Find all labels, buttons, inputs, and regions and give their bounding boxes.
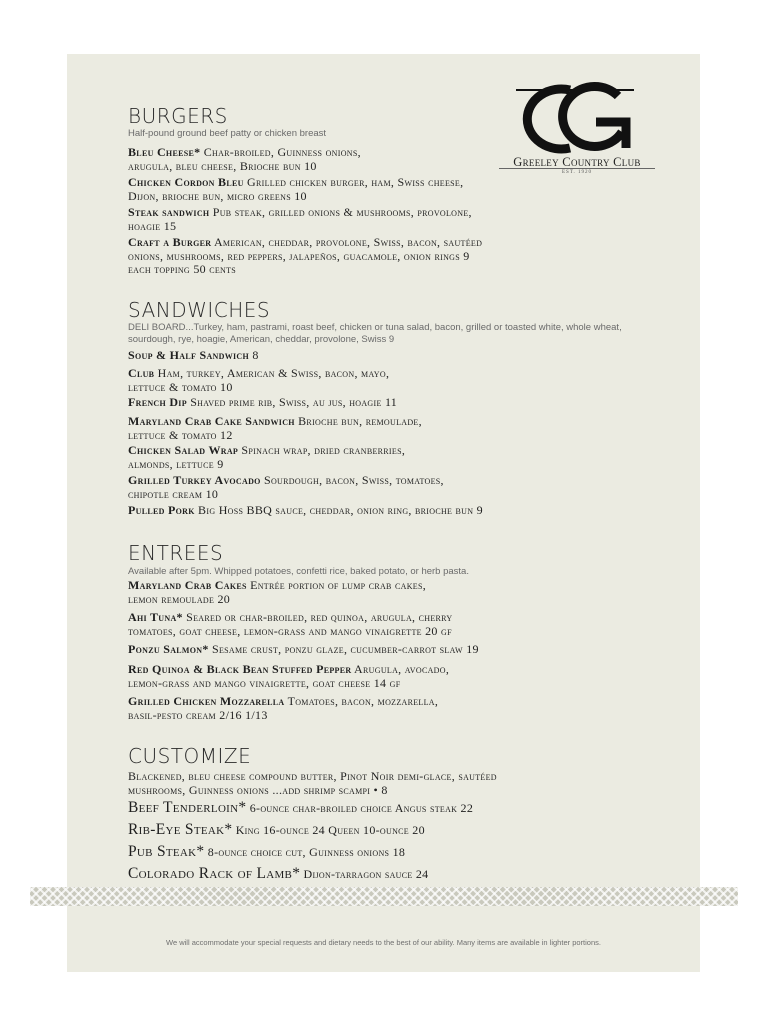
item-description: lemon-grass and mango vinaigrette, goat cheese 14 gf bbox=[128, 675, 401, 690]
item-name: Chicken Cordon Bleu bbox=[128, 175, 244, 189]
customize-intro bbox=[128, 770, 648, 797]
section-title-burgers: BURGERS bbox=[128, 104, 228, 128]
item-description: Pub steak, grilled onions & mushrooms, provolone, bbox=[209, 205, 472, 219]
item-description: Entrée portion of lump crab cakes, bbox=[246, 578, 427, 592]
item-description: lettuce & tomato 12 bbox=[128, 427, 233, 442]
item-description: each topping 50 cents bbox=[128, 262, 237, 276]
section-title-sandwiches: SANDWICHES bbox=[128, 298, 271, 322]
item-name: Grilled Turkey Avocado bbox=[128, 473, 261, 487]
menu-item bbox=[128, 643, 648, 657]
item-description: Big Hoss BBQ sauce, cheddar, onion ring, brioche bun 9 bbox=[194, 503, 483, 517]
item-description: King 16-ounce 24 Queen 10-ounce 20 bbox=[232, 823, 425, 837]
item-description: Tomatoes, bacon, mozzarella, bbox=[284, 694, 439, 708]
item-name: Red Quinoa & Black Bean Stuffed Pepper bbox=[128, 662, 352, 676]
item-description: 8-ounce choice cut, Guinness onions 18 bbox=[204, 845, 406, 859]
item-description: Char-broiled, Guinness onions, bbox=[200, 145, 361, 159]
item-description: Dijon-tarragon sauce 24 bbox=[300, 867, 429, 881]
item-description: arugula, bleu cheese, Brioche bun 10 bbox=[128, 158, 317, 173]
item-description: Arugula, avocado, bbox=[351, 662, 450, 676]
menu-item bbox=[128, 504, 648, 518]
item-name: Craft a Burger bbox=[128, 235, 212, 249]
item-name: Maryland Crab Cakes bbox=[128, 578, 247, 592]
menu-item bbox=[128, 444, 648, 471]
item-description: 8 bbox=[249, 348, 259, 362]
item-description: Ham, turkey, American & Swiss, bacon, mayo, bbox=[154, 366, 390, 380]
item-description: tomatoes, goat cheese, lemon-grass and mango vinaigrette 20 gf bbox=[128, 623, 452, 638]
item-description: onions, mushrooms, red peppers, jalapeños, guacamole, onion rings 9 bbox=[128, 248, 470, 263]
menu-item bbox=[128, 396, 648, 410]
item-name: Pub Steak* bbox=[128, 843, 205, 860]
menu-item bbox=[128, 663, 648, 690]
menu-item bbox=[128, 367, 648, 394]
item-name: Beef Tenderloin* bbox=[128, 799, 247, 816]
footer-note: We will accommodate your special requests and dietary needs to the best of our ability. Many items are available in lighter portions. bbox=[166, 938, 601, 947]
menu-item bbox=[128, 236, 648, 277]
section-title-customize: CUSTOMIZE bbox=[128, 744, 252, 768]
item-description: basil-pesto cream 2/16 1/13 bbox=[128, 707, 268, 722]
item-name: Grilled Chicken Mozzarella bbox=[128, 694, 285, 708]
club-name: Greeley Country Club bbox=[513, 155, 641, 169]
item-description: 6-ounce char-broiled choice Angus steak 22 bbox=[246, 801, 474, 815]
customize-intro-line: mushrooms, Guinness onions ...add shrimp scampi • 8 bbox=[128, 782, 388, 797]
section-note-entrees: Available after 5pm. Whipped potatoes, confetti rice, baked potato, or herb pasta. bbox=[128, 566, 469, 577]
menu-item bbox=[128, 611, 648, 638]
item-description: hoagie 15 bbox=[128, 218, 177, 233]
item-description: Seared or char-broiled, red quinoa, arugula, cherry bbox=[182, 610, 453, 624]
decorative-stripe bbox=[30, 887, 738, 906]
item-description: Shaved prime rib, Swiss, au jus, hoagie 11 bbox=[186, 395, 398, 409]
item-name: Ahi Tuna* bbox=[128, 610, 183, 624]
item-description: Dijon, brioche bun, micro greens 10 bbox=[128, 188, 307, 203]
menu-item bbox=[128, 176, 648, 203]
section-note-burgers: Half-pound ground beef patty or chicken breast bbox=[128, 128, 327, 139]
section-title-entrees: ENTREES bbox=[128, 541, 224, 565]
item-name: Colorado Rack of Lamb* bbox=[128, 865, 301, 882]
customize-intro-line: Blackened, bleu cheese compound butter, Pinot Noir demi-glace, sautéed bbox=[128, 769, 497, 783]
item-description: lemon remoulade 20 bbox=[128, 591, 231, 606]
menu-item bbox=[128, 206, 648, 233]
item-name: Club bbox=[128, 366, 155, 380]
customize-item bbox=[128, 823, 688, 837]
menu-item bbox=[128, 695, 648, 722]
customize-item bbox=[128, 867, 688, 881]
menu-item bbox=[128, 474, 648, 501]
customize-item bbox=[128, 801, 688, 815]
item-name: Maryland Crab Cake Sandwich bbox=[128, 414, 295, 428]
section-note-sandwiches: DELI BOARD...Turkey, ham, pastrami, roast beef, chicken or tuna salad, bacon, grilled or toasted white, whole wheat, sourdough, rye, hoagie, American, cheddar, provolone, Swiss 9 bbox=[128, 322, 622, 345]
item-description: Sourdough, bacon, Swiss, tomatoes, bbox=[260, 473, 444, 487]
item-name: Bleu Cheese* bbox=[128, 145, 201, 159]
item-name: Pulled Pork bbox=[128, 503, 195, 517]
club-established: EST. 1920 bbox=[499, 168, 655, 175]
customize-item bbox=[128, 845, 688, 859]
item-name: Steak sandwich bbox=[128, 205, 210, 219]
item-name: French Dip bbox=[128, 395, 187, 409]
item-description: Sesame crust, ponzu glaze, cucumber-carrot slaw 19 bbox=[208, 642, 479, 656]
item-description: American, cheddar, provolone, Swiss, bacon, sautéed bbox=[211, 235, 483, 249]
menu-item bbox=[128, 349, 648, 363]
item-description: Grilled chicken burger, ham, Swiss cheese, bbox=[243, 175, 464, 189]
item-description: Brioche bun, remoulade, bbox=[294, 414, 422, 428]
item-name: Ponzu Salmon* bbox=[128, 642, 209, 656]
item-description: Spinach wrap, dried cranberries, bbox=[238, 443, 406, 457]
item-description: chipotle cream 10 bbox=[128, 486, 219, 501]
item-description: lettuce & tomato 10 bbox=[128, 379, 233, 394]
menu-item bbox=[128, 579, 648, 606]
item-name: Soup & Half Sandwich bbox=[128, 348, 250, 362]
item-name: Chicken Salad Wrap bbox=[128, 443, 239, 457]
menu-item bbox=[128, 415, 648, 442]
menu-item bbox=[128, 146, 648, 173]
item-name: Rib-Eye Steak* bbox=[128, 821, 233, 838]
item-description: almonds, lettuce 9 bbox=[128, 456, 224, 471]
